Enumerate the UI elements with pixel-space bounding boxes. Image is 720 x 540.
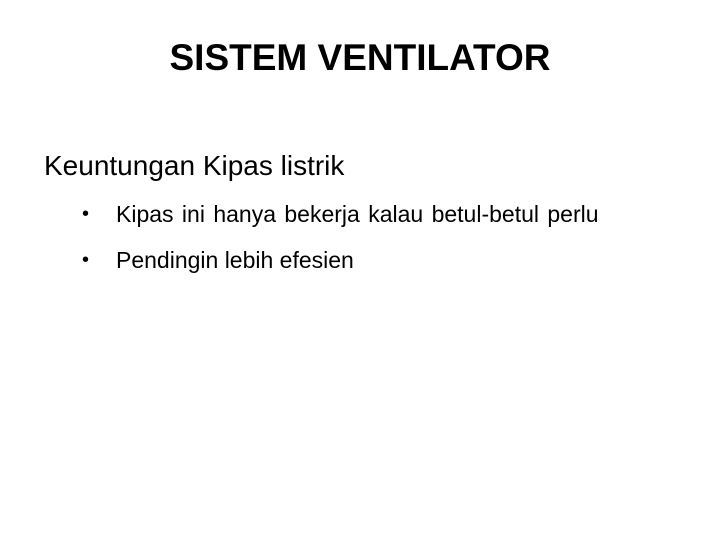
bullet-item	[78, 196, 672, 232]
bullet-item	[78, 242, 672, 278]
section-heading: Keuntungan Kipas listrik	[44, 150, 345, 181]
slide-title: SISTEM VENTILATOR	[169, 37, 551, 78]
bullet-text: Pendingin lebih efesien	[116, 247, 354, 273]
bullet-dot-icon: •	[82, 249, 90, 271]
bullet-list	[78, 196, 672, 288]
bullet-dot-icon: •	[82, 203, 90, 225]
bullet-text: Kipas ini hanya bekerja kalau betul-betul perlu	[116, 201, 599, 227]
